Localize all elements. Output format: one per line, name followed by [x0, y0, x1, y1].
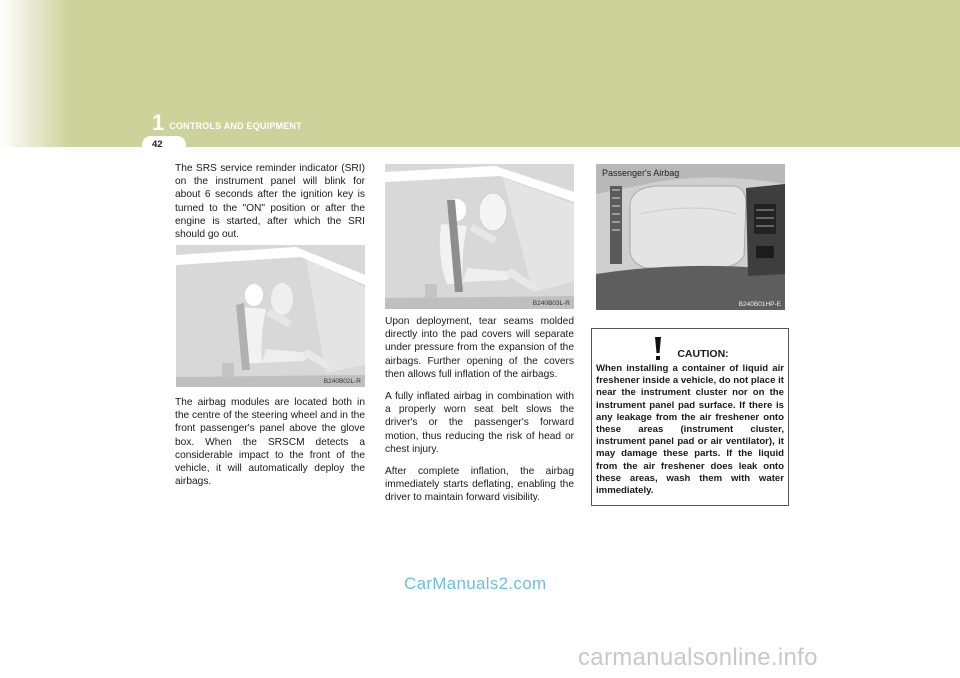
deployment-paragraph: Upon deployment, tear seams molded directly into the pad covers will separate under pressure from the expansion of the airbags. Further opening of the covers then allows full inflation of the airbags.: [385, 316, 574, 380]
header-fade: [0, 0, 70, 147]
exclamation-icon: [651, 337, 665, 361]
watermark-carmanualsonline: carmanualsonline.info: [578, 644, 818, 671]
driver-airbag-figure: [176, 245, 365, 387]
watermark-carmanuals2: CarManuals2.com: [404, 574, 547, 593]
header-band: [0, 0, 960, 147]
caution-header: [596, 333, 784, 361]
caution-title: CAUTION:: [677, 348, 729, 360]
chapter-title: CONTROLS AND EQUIPMENT: [169, 121, 302, 131]
figure-label: Passenger's Airbag: [602, 168, 680, 178]
left-body-text: [175, 396, 365, 497]
page-number-tab: [142, 136, 186, 153]
page-number: 42: [152, 139, 163, 150]
figure-code: B240B03L-R: [532, 300, 570, 307]
chapter-heading: [152, 108, 302, 134]
passenger-airbag-deployment-figure: [385, 164, 574, 309]
chapter-number: 1: [152, 110, 165, 135]
middle-body-text: [385, 315, 574, 514]
dashboard-illustration: [596, 164, 785, 310]
airbag-modules-paragraph: The airbag modules are located both in the centre of the steering wheel and in the front passenger's panel above the glove box. When the SRSCM detects a considerable impact to the front of the vehicle, it will automatically deploy the airbags.: [175, 397, 365, 488]
driver-airbag-illustration: [176, 245, 365, 387]
deployment-illustration: [385, 164, 574, 309]
caution-text: When installing a container of liquid air freshener inside a vehicle, do not place it near the instrument cluster nor on the instrument panel pad surface. If there is any leakage from the air freshener onto these areas (instrument cluster, instrument panel pad or air ventilator), it may damage these parts. If the liquid from the air freshener does leak onto these areas, wash them with water immediately.: [596, 363, 784, 497]
sri-paragraph: The SRS service reminder indicator (SRI) on the instrument panel will blink for about 6 seconds after the ignition key is turned to the "ON" position or after the engine is started, after which the SRI should go out.: [175, 163, 365, 241]
figure-code: B240B01HP-E: [738, 301, 781, 308]
figure-code: B240B02L-R: [323, 378, 361, 385]
inflation-paragraph: A fully inflated airbag in combination with a properly worn seat belt slows the driver's or the passenger's forward motion, thus reducing the risk of head or chest injury.: [385, 391, 574, 455]
deflation-paragraph: After complete inflation, the airbag immediately starts deflating, enabling the driver to maintain forward visibility.: [385, 466, 574, 504]
caution-box: [591, 328, 789, 506]
left-intro-text: [175, 162, 365, 250]
passenger-airbag-photo: [596, 164, 785, 310]
